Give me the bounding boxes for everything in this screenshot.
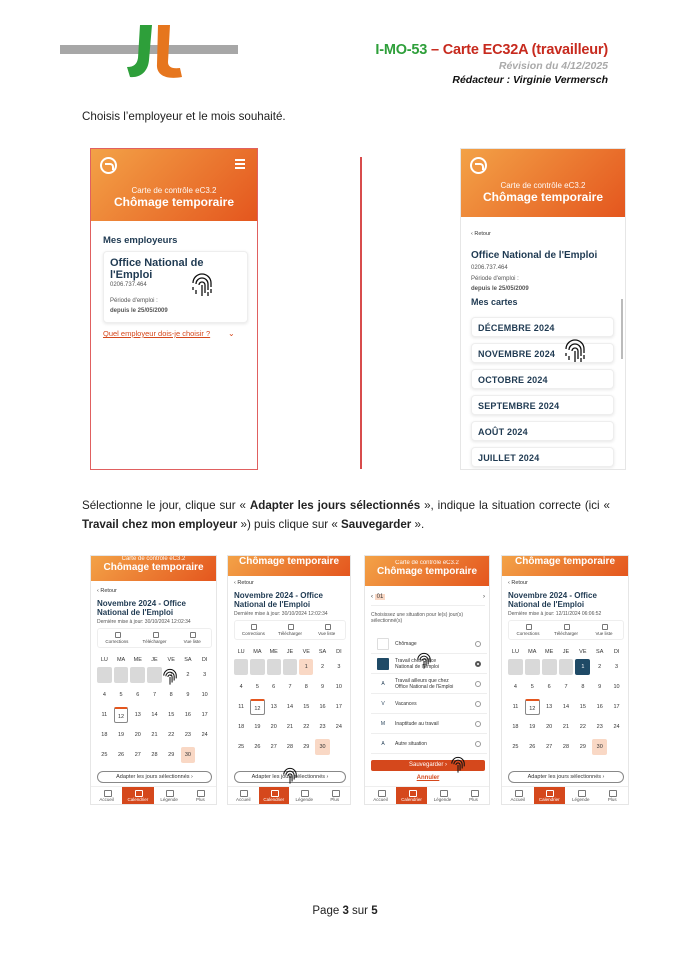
back-link[interactable]: ‹ Retour <box>471 231 491 237</box>
month-label: OCTOBRE 2024 <box>478 375 548 385</box>
bottom-nav: Accueil Calendrier Légende Plus <box>502 786 628 804</box>
employer-name-2: Office National de l'Emploi <box>471 250 598 261</box>
option-work-elsewhere[interactable]: A Travail ailleurs que chez Office National de l'Emploi <box>371 674 487 694</box>
screenshot-situation <box>364 555 490 805</box>
company-logo <box>118 22 188 82</box>
option-unemployment[interactable]: Chômage <box>371 634 487 654</box>
fingerprint-icon <box>161 666 179 688</box>
fingerprint-icon <box>189 270 215 300</box>
calendar-title: Novembre 2024 - Office National de l'Emploi <box>234 591 323 609</box>
fingerprint-icon <box>449 754 467 776</box>
app-subtitle-2: Carte de contrôle eC3.2 <box>500 181 586 190</box>
tabs: Corrections Télécharger Vue liste <box>234 620 346 640</box>
date-nav: ‹ 01 › <box>371 594 485 606</box>
month-label: AOÛT 2024 <box>478 427 528 437</box>
month-card[interactable] <box>471 421 614 441</box>
month-label: NOVEMBRE 2024 <box>478 349 556 359</box>
month-card[interactable] <box>471 317 614 337</box>
option-work-employer[interactable]: Travail chez Office National de l'Emploi <box>371 654 487 674</box>
calendar-title: Novembre 2024 - Office National de l'Emploi <box>508 591 597 609</box>
app-header <box>91 149 257 221</box>
adapt-days-button[interactable]: Adapter les jours sélectionnés › <box>234 771 346 783</box>
period-value: depuis le 25/05/2009 <box>110 308 168 314</box>
employer-number: 0206.737.464 <box>110 282 147 288</box>
employer-name: Office National de l'Emploi <box>110 257 204 281</box>
adapt-days-button[interactable]: Adapter les jours sélectionnés › <box>97 771 212 783</box>
app-title-2: Chômage temporaire <box>482 190 604 204</box>
fingerprint-icon <box>415 650 433 672</box>
nav-more[interactable]: Plus <box>185 787 216 804</box>
employers-heading: Mes employeurs <box>103 235 178 246</box>
option-incapacity[interactable]: M Inaptitude au travail <box>371 714 487 734</box>
app-header-6: Chômage temporaire <box>502 556 628 576</box>
last-update: Dernière mise à jour: 12/11/2024 06:06:52 <box>508 611 602 617</box>
bottom-nav <box>91 786 216 804</box>
save-button[interactable]: Sauvegarder › <box>371 760 485 771</box>
which-employer-link[interactable]: Quel employeur dois-je choisir ? <box>103 329 211 338</box>
intro-text: Choisis l’employeur et le mois souhaité. <box>82 110 286 123</box>
calendar-title: Novembre 2024 - Office National de l'Emploi <box>97 599 186 617</box>
app-header-3: Carte de contrôle eC3.2 Chômage temporaire <box>91 556 216 581</box>
month-card[interactable] <box>471 343 614 363</box>
last-update: Dernière mise à jour: 30/10/2024 12:02:34 <box>234 611 328 617</box>
nav-home[interactable]: Accueil <box>91 787 122 804</box>
fingerprint-icon <box>281 765 299 787</box>
instruction-text: Sélectionne le jour, clique sur « Adapter les jours sélectionnés », indique la situation correcte (ici « Travail chez mon employeur ») puis clique sur « Sauvegarder ». <box>82 499 610 531</box>
period-value-2: depuis le 25/05/2009 <box>471 286 529 292</box>
month-label: JUILLET 2024 <box>478 453 540 463</box>
app-header-4: Chômage temporaire <box>228 556 350 576</box>
chevron-down-icon: ⌄ <box>228 329 235 338</box>
author: Rédacteur : Virginie Vermersch <box>452 74 608 86</box>
calendar-grid: LU MA ME JE VE SA DI 1 2 3 4 5 6 7 8 9 10 11 12 13 14 15 16 17 18 19 20 21 22 23 24 25 26 27 28 29 30 <box>508 649 624 755</box>
back-label: Retour <box>474 231 491 237</box>
revision-date: Révision du 4/12/2025 <box>498 60 608 72</box>
calendar-grid: LU MA ME JE VE SA DI 1 2 3 4 5 6 7 8 9 10 11 12 13 14 15 16 17 18 19 20 21 22 23 24 25 26 27 28 29 30 <box>97 657 212 763</box>
tab-corrections[interactable]: Corrections <box>98 629 136 647</box>
period-label: Période d'emploi : <box>110 298 158 304</box>
nav-legend[interactable]: Légende <box>154 787 185 804</box>
screenshot-employers <box>90 148 258 470</box>
month-card[interactable] <box>471 447 614 467</box>
month-card[interactable] <box>471 395 614 415</box>
nav-calendar[interactable]: Calendrier <box>122 787 153 804</box>
tab-list-view[interactable]: Vue liste <box>173 629 211 647</box>
screenshot-cards <box>460 148 626 470</box>
tab-download[interactable]: Télécharger <box>136 629 174 647</box>
employer-card[interactable] <box>103 251 248 323</box>
screen-divider <box>360 157 362 469</box>
document-code: I-MO-53 <box>375 42 428 58</box>
fingerprint-icon <box>562 336 588 366</box>
last-update: Dernière mise à jour: 30/10/2024 12:02:34 <box>97 619 191 625</box>
adapt-days-button[interactable]: Adapter les jours sélectionnés › <box>508 771 624 783</box>
document-name: – Carte EC32A (travailleur) <box>427 42 608 58</box>
calendar-grid: LU MA ME JE VE SA DI 1 2 3 4 5 6 7 8 9 10 11 12 13 14 15 16 17 18 19 20 21 22 23 24 25 26 27 28 29 30 <box>234 649 346 755</box>
option-other[interactable]: A Autre situation <box>371 734 487 754</box>
screenshot-calendar-1: Carte de contrôle eC3.2 Chômage temporaire ‹ Retour Novembre 2024 - Office National de l'Emploi Dernière mise à jour: 30/10/2024 12:02:34 Corrections Télécharger Vue liste LU MA ME JE VE SA DI 1 2 3 4 5 6 7 8 9 10 11 12 13 14 15 16 17 18 19 20 21 22 23 24 25 26 27 28 29 30 Adapter les jours sélectionnés › Accueil Calendrier Légende Plus <box>90 555 217 805</box>
cancel-link[interactable]: Annuler <box>416 775 440 781</box>
cards-heading: Mes cartes <box>471 297 518 307</box>
tabs: Corrections Télécharger Vue liste <box>508 620 624 640</box>
employer-number-2: 0206.737.464 <box>471 265 508 271</box>
scrollbar[interactable] <box>621 299 623 359</box>
situation-prompt: Choisissez une situation pour le(s) jour(s) sélectionné(s) <box>371 612 463 624</box>
document-title <box>375 42 608 58</box>
page-number: Page 3 sur 5 <box>312 905 378 917</box>
tabs <box>97 628 212 648</box>
period-label-2: Période d'emploi : <box>471 276 519 282</box>
bottom-nav: Accueil Calendrier Légende Plus <box>228 786 350 804</box>
app-subtitle: Carte de contrôle eC3.2 <box>131 186 217 195</box>
bottom-nav: Accueil Calendrier Légende Plus <box>365 786 489 804</box>
month-label: SEPTEMBRE 2024 <box>478 401 560 411</box>
app-header-2 <box>461 149 625 217</box>
month-label: DÉCEMBRE 2024 <box>478 323 555 333</box>
month-card[interactable] <box>471 369 614 389</box>
screenshot-calendar-2: Chômage temporaire ‹ Retour Novembre 2024 - Office National de l'Emploi Dernière mise à jour: 30/10/2024 12:02:34 Corrections Télécharger Vue liste LU MA ME JE VE SA DI 1 2 3 4 5 6 7 8 9 10 11 12 13 14 15 16 17 18 19 20 21 22 23 24 25 26 27 28 29 30 Adapter les jours sélectionnés › Accueil Calendrier Légende Plus <box>227 555 351 805</box>
option-holidays[interactable]: V Vacances <box>371 694 487 714</box>
screenshot-calendar-3: Chômage temporaire ‹ Retour Novembre 2024 - Office National de l'Emploi Dernière mise à jour: 12/11/2024 06:06:52 Corrections Télécharger Vue liste LU MA ME JE VE SA DI 1 2 3 4 5 6 7 8 9 10 11 12 13 14 15 16 17 18 19 20 21 22 23 24 25 26 27 28 29 30 Adapter les jours sélectionnés › Accueil Calendrier Légende Plus <box>501 555 629 805</box>
app-header-5: Carte de contrôle eC3.2 Chômage temporaire <box>365 556 489 586</box>
app-title: Chômage temporaire <box>113 195 235 209</box>
